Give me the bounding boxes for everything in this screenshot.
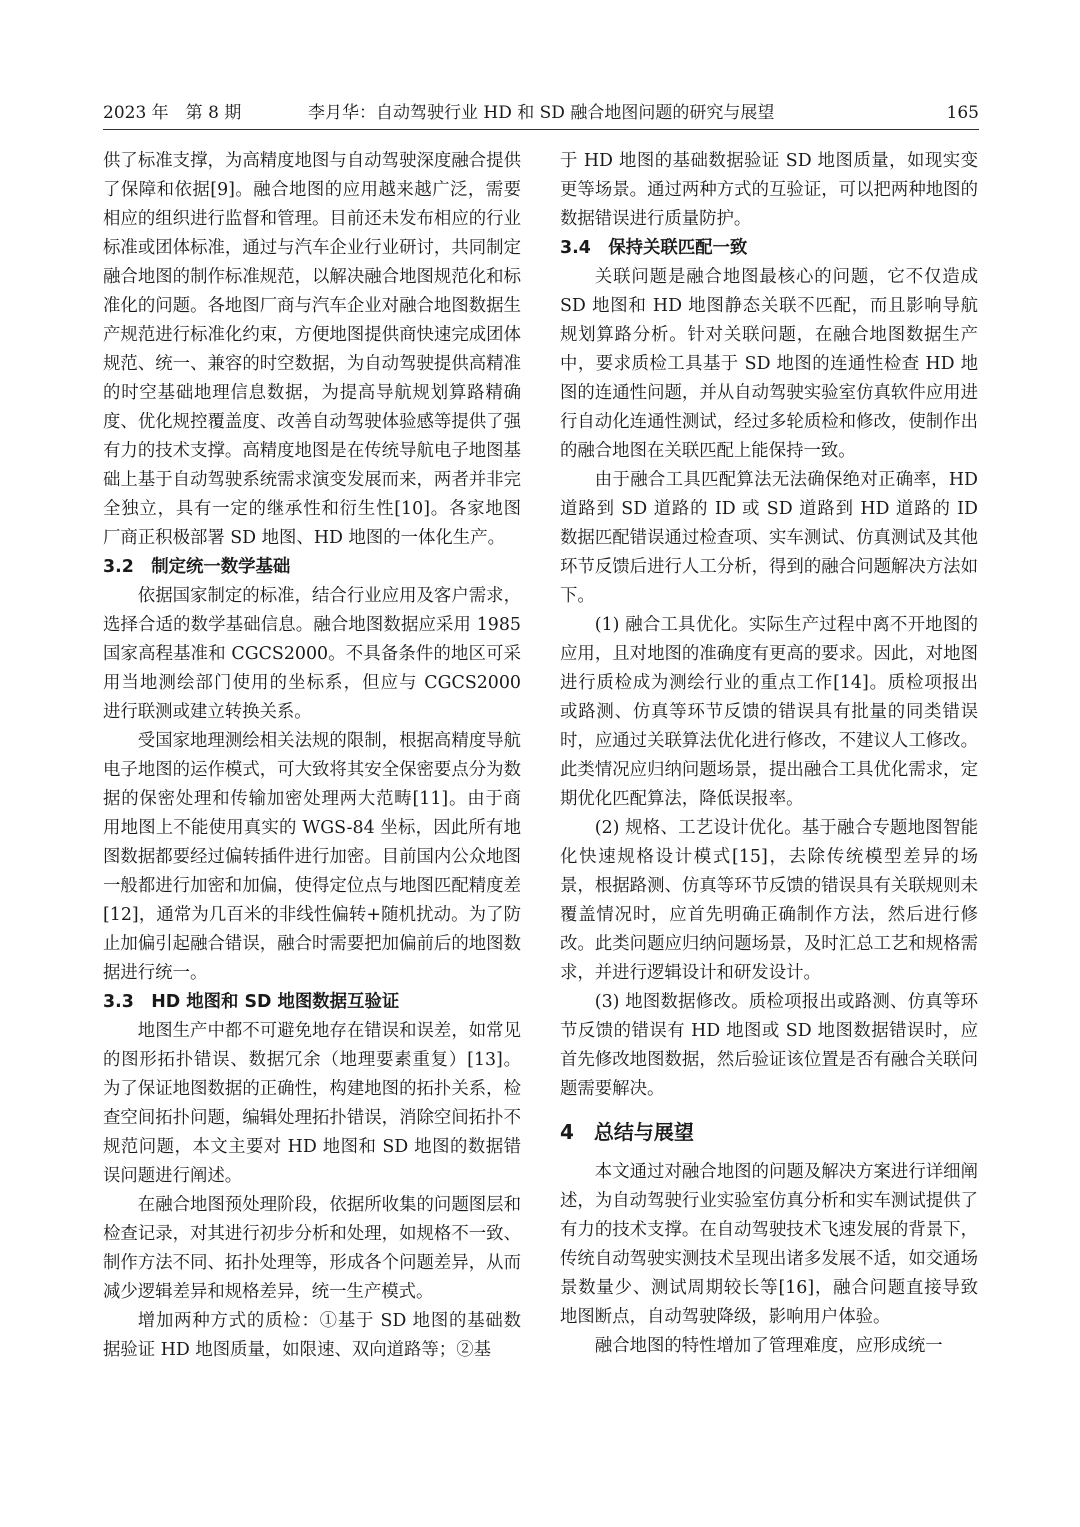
paragraph: 地图生产中都不可避免地存在错误和误差，如常见的图形拓扑错误、数据冗余（地理要素重复）[13]。为了保证地图数据的正确性，构建地图的拓扑关系，检查空间拓扑问题，编辑处理拓扑错误，消除空间拓扑不规范问题，本文主要对 HD 地图和 SD 地图的数据错误问题进行阐述。 (103, 1021, 521, 1186)
paragraph: (2) 规格、工艺设计优化。基于融合专题地图智能化快速规格设计模式[15]，去除传统模型差异的场景，根据路测、仿真等环节反馈的错误具有关联规则未覆盖情况时，应首先明确正确制作方法，然后进行修改。此类问题应归纳问题场景，及时汇总工艺和规格需求，并进行逻辑设计和研发设计。 (560, 818, 978, 983)
section-heading-3-4: 3.4 保持关联匹配一致 (560, 238, 748, 258)
paragraph: 本文通过对融合地图的问题及解决方案进行详细阐述，为自动驾驶行业实验室仿真分析和实车测试提供了有力的技术支撑。在自动驾驶技术飞速发展的背景下，传统自动驾驶实测技术呈现出诸多发展不适，如交通场景数量少、测试周期较长等[16]，融合问题直接导致地图断点，自动驾驶降级，影响用户体验。 (560, 1162, 978, 1327)
paragraph: 在融合地图预处理阶段，依据所收集的问题图层和检查记录，对其进行初步分析和处理，如规格不一致、制作方法不同、拓扑处理等，形成各个问题差异，从而减少逻辑差异和规格差异，统一生产模式。 (103, 1195, 521, 1302)
left-column (103, 147, 521, 1365)
paragraph: (1) 融合工具优化。实际生产过程中离不开地图的应用，且对地图的准确度有更高的要求。因此，对地图进行质检成为测绘行业的重点工作[14]。质检项报出或路测、仿真等环节反馈的错误具有批量的同类错误时，应通过关联算法优化进行修改，不建议人工修改。此类情况应归纳问题场景，提出融合工具优化需求，定期优化匹配算法，降低误报率。 (560, 615, 978, 809)
paragraph: 增加两种方式的质检：①基于 SD 地图的基础数据验证 HD 地图质量，如限速、双向道路等；②基 (103, 1311, 521, 1360)
running-title: 李月华：自动驾驶行业 HD 和 SD 融合地图问题的研究与展望 (308, 103, 775, 123)
page-number: 165 (946, 103, 979, 123)
paragraph: 关联问题是融合地图最核心的问题，它不仅造成 SD 地图和 HD 地图静态关联不匹配，而且影响导航规划算路分析。针对关联问题，在融合地图数据生产中，要求质检工具基于 SD 地图的连通性检查 HD 地图的连通性问题，并从自动驾驶实验室仿真软件应用进行自动化连通性测试，经过多轮质检和修改，使制作出的融合地图在关联匹配上能保持一致。 (560, 267, 978, 461)
paragraph: 依据国家制定的标准，结合行业应用及客户需求，选择合适的数学基础信息。融合地图数据应采用 1985 国家高程基准和 CGCS2000。不具备条件的地区可采用当地测绘部门使用的坐标系，但应与 CGCS2000 进行联测或建立转换关系。 (103, 586, 521, 722)
section-heading-3-2: 3.2 制定统一数学基础 (103, 557, 291, 577)
paragraph: 于 HD 地图的基础数据验证 SD 地图质量，如现实变更等场景。通过两种方式的互验证，可以把两种地图的数据错误进行质量防护。 (560, 151, 978, 229)
paragraph: 供了标准支撑，为高精度地图与自动驾驶深度融合提供了保障和依据[9]。融合地图的应用越来越广泛，需要相应的组织进行监督和管理。目前还未发布相应的行业标准或团体标准，通过与汽车企业行业研讨，共同制定融合地图的制作标准规范，以解决融合地图规范化和标准化的问题。各地图厂商与汽车企业对融合地图数据生产规范进行标准化约束，方便地图提供商快速完成团体规范、统一、兼容的时空数据，为自动驾驶提供高精准的时空基础地理信息数据，为提高导航规划算路精确度、优化规控覆盖度、改善自动驾驶体验感等提供了强有力的技术支撑。高精度地图是在传统导航电子地图基础上基于自动驾驶系统需求演变发展而来，两者并非完全独立，具有一定的继承性和衍生性[10]。各家地图厂商正积极部署 SD 地图、HD 地图的一体化生产。 (103, 151, 521, 548)
paragraph: 由于融合工具匹配算法无法确保绝对正确率，HD 道路到 SD 道路的 ID 或 SD 道路到 HD 道路的 ID 数据匹配错误通过检查项、实车测试、仿真测试及其他环节反馈后进行人工分析，得到的融合问题解决方法如下。 (560, 470, 978, 606)
journal-issue: 2023 年 第 8 期 (103, 103, 242, 123)
section-heading-4: 4 总结与展望 (560, 1120, 694, 1144)
right-column (560, 147, 978, 1361)
section-heading-3-3: 3.3 HD 地图和 SD 地图数据互验证 (103, 992, 400, 1012)
header-rule (103, 129, 979, 130)
paragraph: 受国家地理测绘相关法规的限制，根据高精度导航电子地图的运作模式，可大致将其安全保密要点分为数据的保密处理和传输加密处理两大范畴[11]。由于商用地图上不能使用真实的 WGS-84 坐标，因此所有地图数据都要经过偏转插件进行加密。目前国内公众地图一般都进行加密和加偏，使得定位点与地图匹配精度差[12]，通常为几百米的非线性偏转+随机扰动。为了防止加偏引起融合错误，融合时需要把加偏前后的地图数据进行统一。 (103, 731, 521, 983)
paragraph: (3) 地图数据修改。质检项报出或路测、仿真等环节反馈的错误有 HD 地图或 SD 地图数据错误时，应首先修改地图数据，然后验证该位置是否有融合关联问题需要解决。 (560, 992, 978, 1099)
paragraph: 融合地图的特性增加了管理难度，应形成统一 (594, 1336, 943, 1356)
running-header (103, 100, 979, 132)
